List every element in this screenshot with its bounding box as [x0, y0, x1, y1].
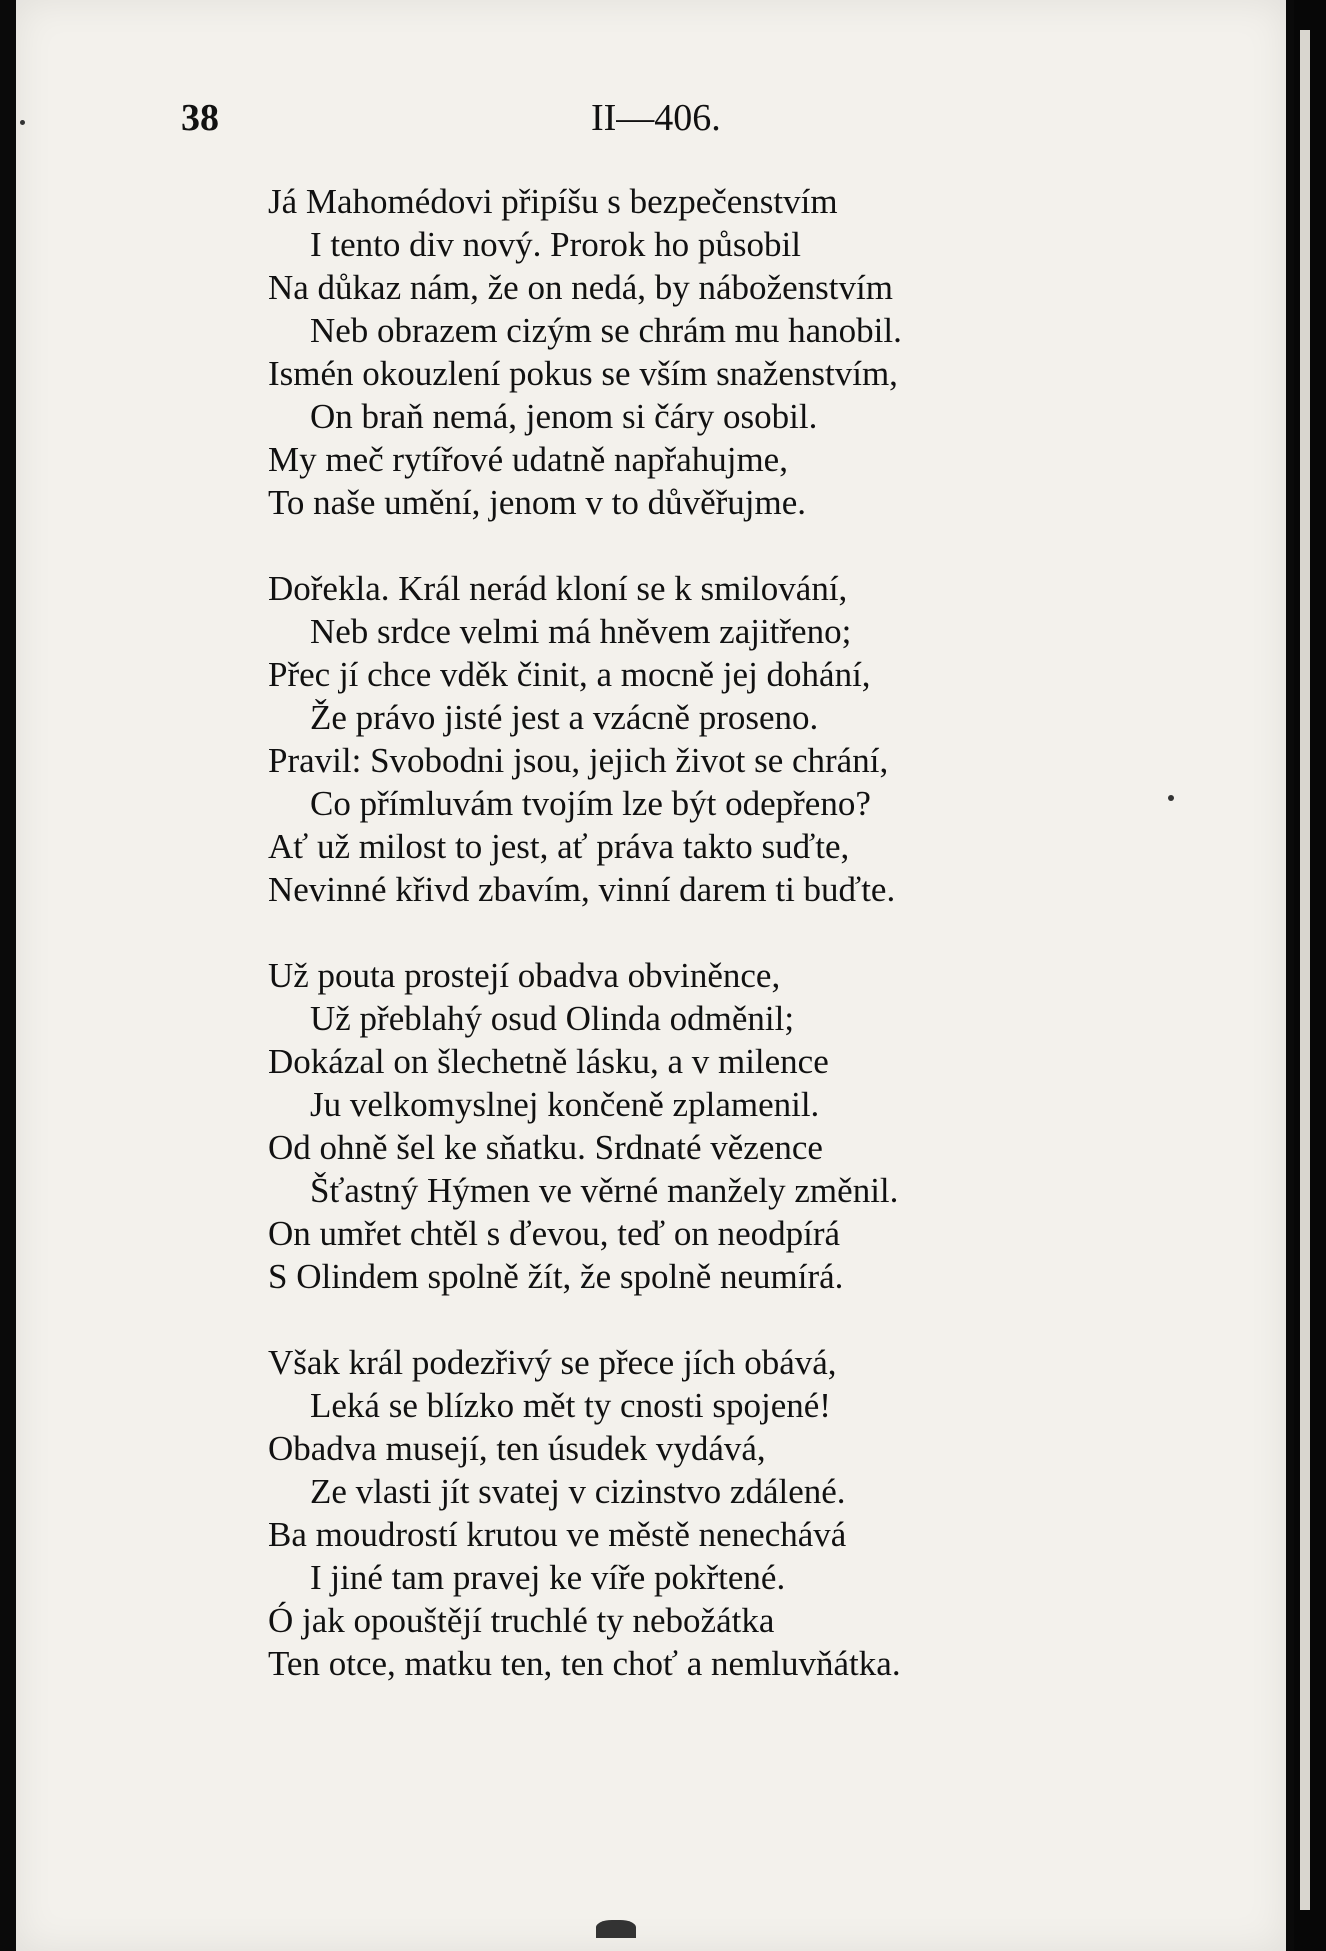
- verse-line: I jiné tam pravej ke víře pokřtené.: [310, 1558, 786, 1597]
- signature-mark: II—406.: [591, 97, 721, 139]
- page-number: 38: [181, 97, 219, 139]
- verse-line: Přec jí chce vděk činit, a mocně jej dohání,: [268, 655, 871, 694]
- verse-line: Ten otce, matku ten, ten choť a nemluvňátka.: [268, 1644, 901, 1683]
- verse-line: Leká se blízko mět ty cnosti spojené!: [310, 1386, 831, 1425]
- verse-line: Šťastný Hýmen ve věrné manžely změnil.: [310, 1171, 899, 1210]
- verse-line: Už přeblahý osud Olinda odměnil;: [310, 999, 795, 1038]
- book-page: [16, 0, 1286, 1951]
- verse-line: Nevinné křivd zbavím, vinní darem ti buďte.: [268, 870, 896, 909]
- verse-line: Ba moudrostí krutou ve městě nenechává: [268, 1515, 847, 1554]
- verse-line: Od ohně šel ke sňatku. Srdnaté vězence: [268, 1128, 823, 1167]
- stanza: [268, 1341, 1168, 1685]
- print-speck: [596, 1920, 636, 1938]
- verse-line: Dokázal on šlechetně lásku, a v milence: [268, 1042, 829, 1081]
- verse-line: To naše umění, jenom v to důvěřujme.: [268, 483, 806, 522]
- verse-line: Že právo jisté jest a vzácně proseno.: [310, 698, 819, 737]
- verse-line: Pravil: Svobodni jsou, jejich život se chrání,: [268, 741, 889, 780]
- print-speck: [1168, 795, 1174, 801]
- verse-line: My meč rytířové udatně napřahujme,: [268, 440, 788, 479]
- verse-line: On umřet chtěl s ďevou, teď on neodpírá: [268, 1214, 841, 1253]
- poem-text: [268, 180, 1168, 1728]
- running-head: [16, 96, 1286, 146]
- verse-line: Na důkaz nám, že on nedá, by náboženstvím: [268, 268, 893, 307]
- print-speck: [20, 120, 25, 125]
- stanza: [268, 180, 1168, 524]
- verse-line: Ze vlasti jít svatej v cizinstvo zdálené.: [310, 1472, 846, 1511]
- verse-line: Však král podezřivý se přece jích obává,: [268, 1343, 837, 1382]
- verse-line: Ismén okouzlení pokus se vším snaženstvím,: [268, 354, 898, 393]
- verse-line: Ať už milost to jest, ať práva takto suďte,: [268, 827, 850, 866]
- verse-line: Já Mahomédovi připíšu s bezpečenstvím: [268, 182, 838, 221]
- verse-line: Obadva musejí, ten úsudek vydává,: [268, 1429, 766, 1468]
- verse-line: Neb obrazem cizým se chrám mu hanobil.: [310, 311, 902, 350]
- verse-line: On braň nemá, jenom si čáry osobil.: [310, 397, 818, 436]
- verse-line: Dořekla. Král nerád kloní se k smilování,: [268, 569, 848, 608]
- next-page-edge: [1300, 30, 1310, 1910]
- verse-line: Ju velkomyslnej končeně zplamenil.: [310, 1085, 820, 1124]
- verse-line: S Olindem spolně žít, že spolně neumírá.: [268, 1257, 844, 1296]
- verse-line: Neb srdce velmi má hněvem zajitřeno;: [310, 612, 852, 651]
- scan-right-edge: [1294, 0, 1326, 1951]
- stanza: [268, 567, 1168, 911]
- verse-line: Co přímluvám tvojím lze být odepřeno?: [310, 784, 871, 823]
- verse-line: I tento div nový. Prorok ho působil: [310, 225, 801, 264]
- stanza: [268, 954, 1168, 1298]
- verse-line: Už pouta prostejí obadva obviněnce,: [268, 956, 781, 995]
- verse-line: Ó jak opouštějí truchlé ty nebožátka: [268, 1601, 775, 1640]
